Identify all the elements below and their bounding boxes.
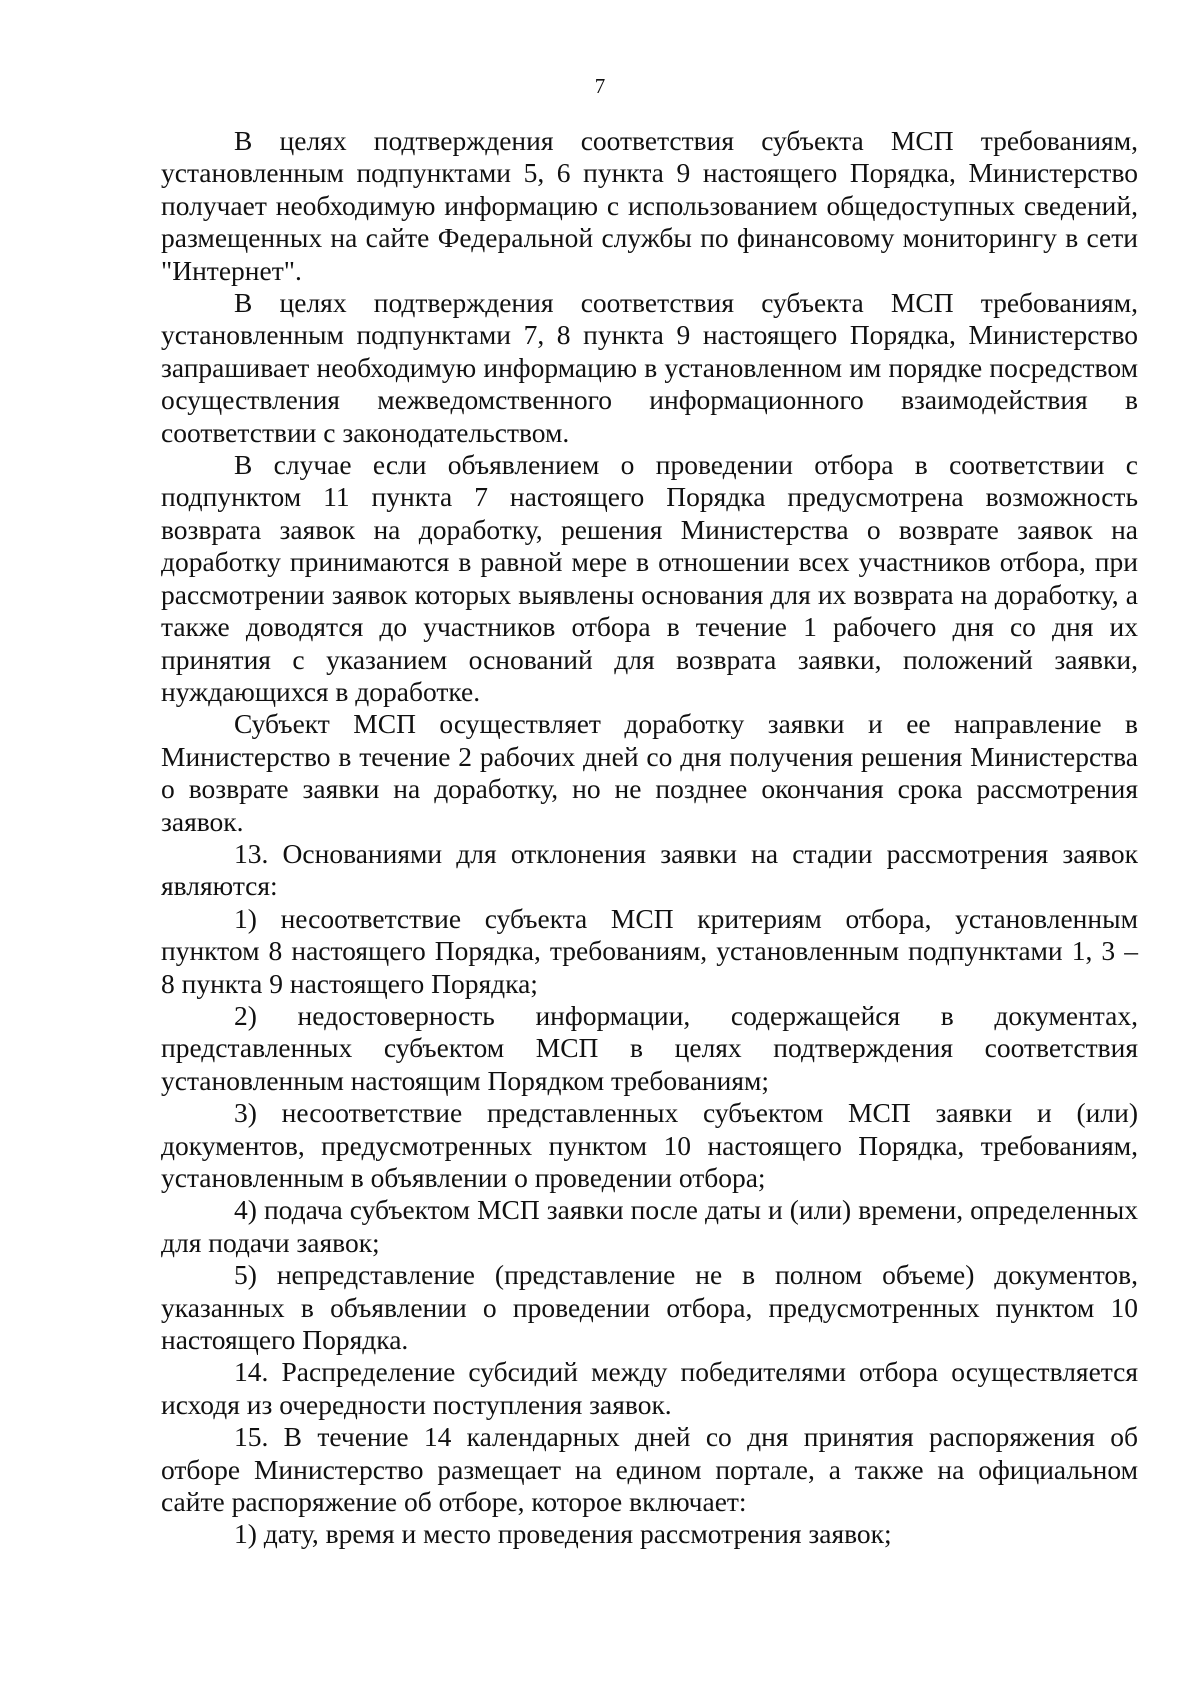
clause-15-item-1: 1) дату, время и место проведения рассмотрения заявок; bbox=[234, 1518, 892, 1550]
document-body bbox=[161, 125, 1138, 1551]
page-number: 7 bbox=[594, 74, 606, 98]
clause-14: 14. Распределение субсидий между победителями отбора осуществляется исходя из очередности поступления заявок. bbox=[161, 1356, 1138, 1420]
clause-13-item-5: 5) непредставление (представление не в полном объеме) документов, указанных в объявлении о проведении отбора, предусмотренных пунктом 10 настоящего Порядка. bbox=[161, 1259, 1138, 1356]
paragraph-revision-submission: Субъект МСП осуществляет доработку заявки и ее направление в Министерство в течение 2 рабочих дней со дня получения решения Министерства о возврате заявки на доработку, но не позднее окончания срока рассмотрения заявок. bbox=[161, 708, 1138, 837]
paragraph-msp-check-7-8: В целях подтверждения соответствия субъекта МСП требованиям, установленным подпунктами 7, 8 пункта 9 настоящего Порядка, Министерство запрашивает необходимую информацию в установленном им порядке посредством осуществления межведомственного информационного взаимодействия в соответствии с законодательством. bbox=[161, 287, 1138, 448]
clause-13-item-4: 4) подача субъектом МСП заявки после даты и (или) времени, определенных для подачи заявок; bbox=[161, 1194, 1138, 1258]
clause-15: 15. В течение 14 календарных дней со дня принятия распоряжения об отборе Министерство размещает на едином портале, а также на официальном сайте распоряжение об отборе, которое включает: bbox=[161, 1421, 1138, 1518]
clause-13-item-3: 3) несоответствие представленных субъектом МСП заявки и (или) документов, предусмотренных пунктом 10 настоящего Порядка, требованиям, установленным в объявлении о проведении отбора; bbox=[161, 1097, 1138, 1193]
paragraph-return-for-revision: В случае если объявлением о проведении отбора в соответствии с подпунктом 11 пункта 7 настоящего Порядка предусмотрена возможность возврата заявок на доработку, решения Министерства о возврате заявок на доработку принимаются в равной мере в отношении всех участников отбора, при рассмотрении заявок которых выявлены основания для их возврата на доработку, а также доводятся до участников отбора в течение 1 рабочего дня со дня их принятия с указанием оснований для возврата заявки, положений заявки, нуждающихся в доработке. bbox=[161, 449, 1138, 707]
clause-13-item-2: 2) недостоверность информации, содержащейся в документах, представленных субъектом МСП в целях подтверждения соответствия установленным настоящим Порядком требованиям; bbox=[161, 999, 1138, 1096]
paragraph-msp-check-5-6: В целях подтверждения соответствия субъекта МСП требованиям, установленным подпунктами 5, 6 пункта 9 настоящего Порядка, Министерство получает необходимую информацию с использованием общедоступных сведений, размещенных на сайте Федеральной службы по финансовому мониторингу в сети "Интернет". bbox=[161, 125, 1138, 286]
clause-13-heading: 13. Основаниями для отклонения заявки на стадии рассмотрения заявок являются: bbox=[161, 837, 1138, 902]
clause-13-item-1: 1) несоответствие субъекта МСП критериям отбора, установленным пунктом 8 настоящего Порядка, требованиям, установленным подпунктами 1, 3 – 8 пункта 9 настоящего Порядка; bbox=[161, 902, 1138, 999]
